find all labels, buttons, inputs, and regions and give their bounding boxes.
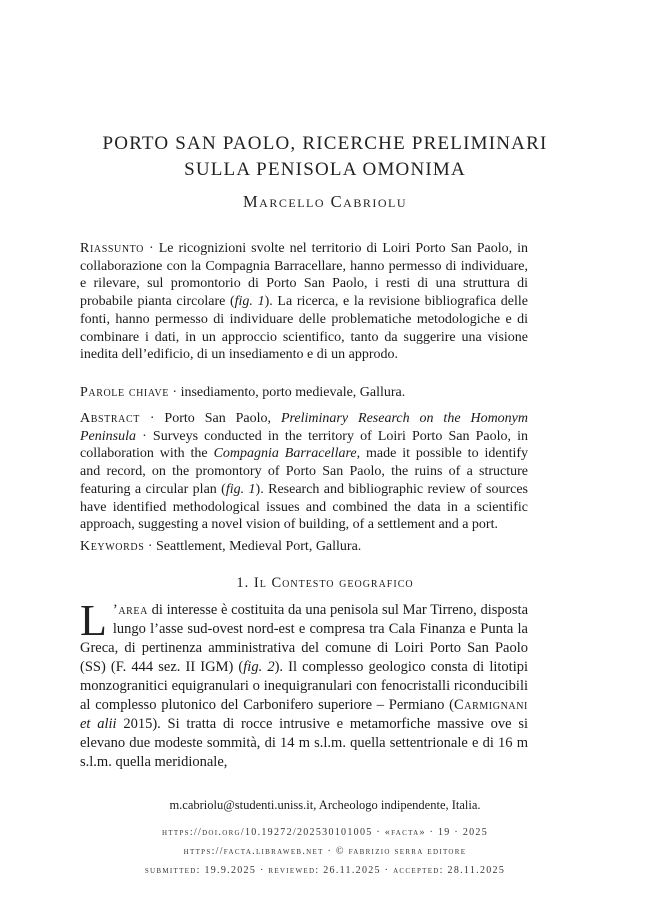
parole-chiave-text: · insediamento, porto medievale, Gallura. [168,385,406,400]
article-title-line-2: SULLA PENISOLA OMONIMA [184,159,466,180]
parole-chiave-paragraph [80,384,528,402]
abstract-text-3: , made it possible to identify and record, on the promontory of Porto San Paolo, the ruins of a structure featuring a circular plan ( [80,446,529,497]
body-text-1: di interesse è costituita da una penisola sul Mar Tirreno, disposta lungo l’asse sud-ovest nord-est e compresa tra Cala Finanza e Punta la Greca, di pertinenza amministrativa del comune di Loiri Porto San Paolo (SS) (F. 444 sez. II IGM) ( [80,602,528,675]
article-author: Marcello Cabriolu [243,192,407,211]
abstract-text-4: ). Research and bibliographic review of sources have identified methodological issues and combined the data in a scientific approach, suggesting a novel vision of building, of a settlement and a port. [80,481,528,533]
keywords-text: · Seattlement, Medieval Port, Gallura. [144,539,362,554]
body-citation-author: Carmignani [453,697,528,713]
body-text-2: ). Il complesso geologico consta di litotipi monzogranitici equigranulari o inequigranulari con fenocristalli riconducibili al complesso plutonico del Carbonifero superiore – Permiano ( [80,659,528,713]
riassunto-text-2: ). La ricerca, e la revisione bibliografica delle fonti, hanno permesso di individuare delle problematiche metodologiche e di combinare i dati, in un approccio scientifico, tanto da suggerire una visione inedita dell’edificio, di un insediamento e di un approdo. [80,294,529,363]
riassunto-label: Riassunto [80,241,145,256]
parole-chiave-label: Parole chiave [80,385,169,400]
riassunto-paragraph [80,240,528,364]
body-lead-smallcaps: ’area [112,602,148,618]
riassunto-fig-ref: fig. 1 [234,294,265,310]
body-text-3: 2015). Si tratta di rocce intrusive e metamorfiche massive ove si elevano due modeste sommità, di 14 m s.l.m. quella settentrionale e di 16 m s.l.m. quella meridionale, [80,716,528,770]
abstract-fig-ref: fig. 1 [225,481,256,497]
abstract-paragraph [80,410,528,534]
publisher-line: https://facta.libraweb.net · © fabrizio serra editore [183,846,467,857]
riassunto-text-1: · Le ricognizioni svolte nel territorio di Loiri Porto San Paolo, in collaborazione con la Compagnia Barracellare, hanno permesso di individuare, e rilevare, sul promontorio di Porto San Paolo, i resti di una struttura di probabile pianta circolare ( [80,241,528,310]
abstract-text-1: · Porto San Paolo, [139,411,281,426]
author-affiliation-line: m.cabriolu@studenti.uniss.it, Archeologo indipendente, Italia. [169,798,481,812]
body-citation-etalii: et alii [80,716,117,732]
body-paragraph [80,596,528,772]
keywords-label: Keywords [80,539,145,554]
abstract-title-italic: Preliminary Research on the Homonym Peninsula [80,411,529,444]
article-title-line-1: PORTO SAN PAOLO, RICERCHE PRELIMINARI [102,133,548,154]
keywords-paragraph [80,538,528,556]
drop-cap: L [80,596,107,645]
body-fig-ref: fig. 2 [243,659,275,675]
section-heading: 1. Il Contesto geografico [236,575,414,591]
doi-line: https://doi.org/10.19272/202530101005 · «facta» · 19 · 2025 [161,827,489,838]
dates-line: submitted: 19.9.2025 · reviewed: 26.11.2025 · accepted: 28.11.2025 [144,865,506,876]
abstract-label: Abstract [80,411,140,426]
abstract-compagnia-italic: Compagnia Barracellare [213,446,357,462]
abstract-text-2: · Surveys conducted in the territory of Loiri Porto San Paolo, in collaboration with the [80,428,528,462]
